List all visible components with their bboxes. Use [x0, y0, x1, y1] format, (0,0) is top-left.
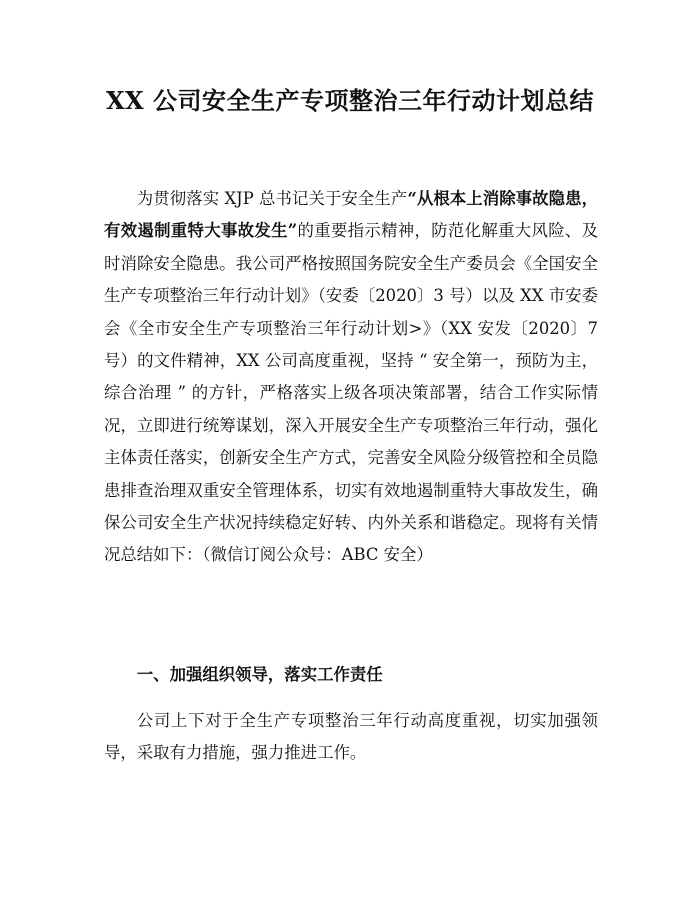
intro-text-part-1: 为贯彻落实 XJP 总书记关于安全生产	[136, 189, 408, 208]
intro-paragraph	[104, 183, 598, 572]
section-1-heading: 一、加强组织领导，落实工作责任	[136, 665, 383, 684]
intro-text-part-2: 的重要指示精神，防范化解重大风险、及时消除安全隐患。我公司严格按照国务院安全生产委员会《全国安全生产专项整治三年行动计划》（安委〔2020〕3 号）以及 XX 市安委会《全市安全生产专项整治三年行动计划>》（XX 安发〔2020〕7 号）的文件精神，XX 公司高度重视，坚持 “ 安全第一，预防为主，综合治理 ” 的方针，严格落实上级各项决策部署，结合工作实际情况，立即进行统筹谋划，深入开展安全生产专项整治三年行动，强化主体责任落实，创新安全生产方式，完善安全风险分级管控和全员隐患排查治理双重安全管理体系，切实有效地遏制重特大事故发生，确保公司安全生产状况持续稳定好转、内外关系和谐稳定。现将有关情况总结如下：（微信订阅公众号：ABC 安全）	[104, 221, 598, 565]
intro-bold-quote: “从根本上消除事故隐患，有效遏制重特大事故发生”	[104, 189, 598, 241]
section-1-paragraph: 公司上下对于全生产专项整治三年行动高度重视，切实加强领导，采取有力措施，强力推进工作。	[104, 711, 598, 763]
document-title: XX 公司安全生产专项整治三年行动计划总结	[105, 86, 595, 115]
